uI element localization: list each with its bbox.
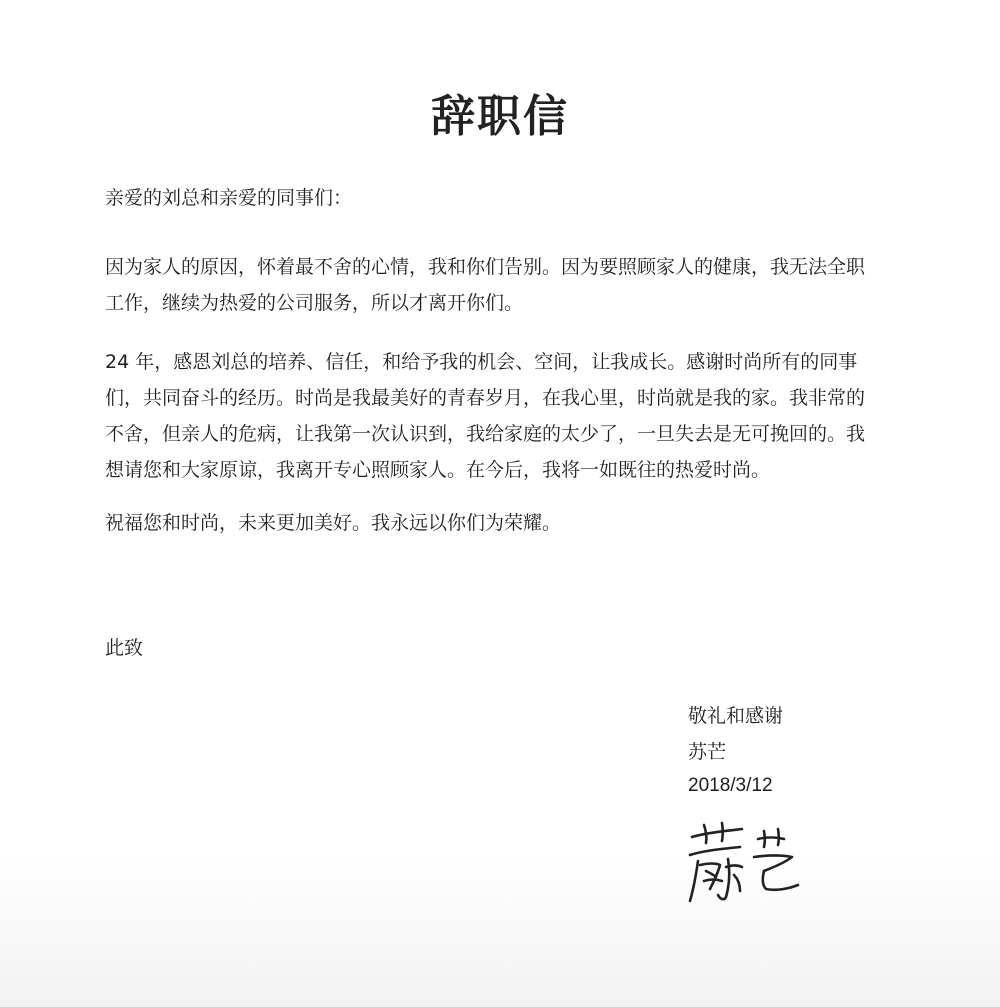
letter-regards: 敬礼和感谢 [688,705,784,727]
paragraph-1-line-2: 工作，继续为热爱的公司服务，所以才离开你们。 [105,292,524,314]
sender-name: 苏芒 [688,741,727,763]
paragraph-1-line-1: 因为家人的原因，怀着最不舍的心情，我和你们告别。因为要照顾家人的健康，我无法全职 [105,256,866,278]
paragraph-2-line-2: 们，共同奋斗的经历。时尚是我最美好的青春岁月，在我心里，时尚就是我的家。我非常的 [105,387,866,409]
paragraph-2-line-1: 24 年，感恩刘总的培养、信任，和给予我的机会、空间，让我成长。感谢时尚所有的同事 [105,351,858,373]
handwritten-signature [680,815,810,910]
letter-title: 辞职信 [431,91,569,142]
paragraph-2-line-3: 不舍，但亲人的危病，让我第一次认识到，我给家庭的太少了，一旦失去是无可挽回的。我 [105,423,866,445]
letter-blessing: 祝福您和时尚，未来更加美好。我永远以你们为荣耀。 [105,512,562,534]
letter-closing: 此致 [105,637,144,659]
paragraph-2-line-4: 想请您和大家原谅，我离开专心照顾家人。在今后，我将一如既往的热爱时尚。 [105,459,771,481]
letter-date: 2018/3/12 [688,775,773,796]
letter-greeting: 亲爱的刘总和亲爱的同事们： [105,187,353,209]
